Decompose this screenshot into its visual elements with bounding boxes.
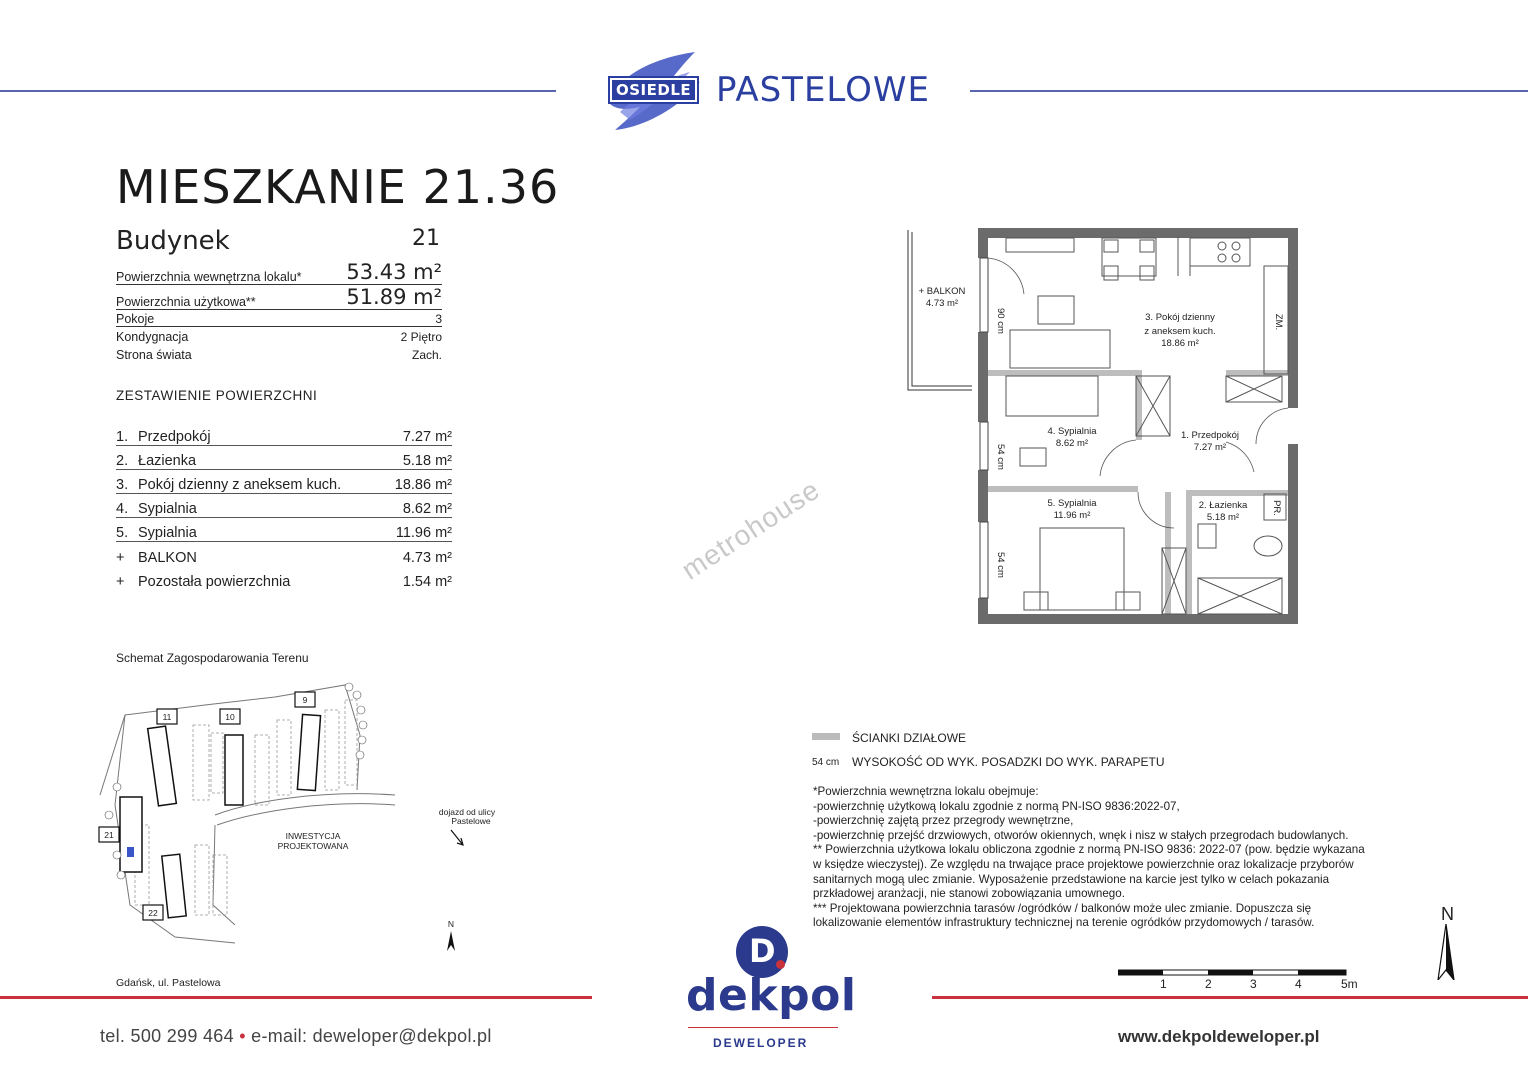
scale-label: 5m: [1341, 977, 1358, 991]
summary-title: ZESTAWIENIE POWIERZCHNI: [116, 388, 318, 403]
brand-badge: OSIEDLE: [610, 78, 697, 102]
scale-label: 1: [1160, 977, 1167, 991]
site-access-line: Pastelowe: [451, 816, 491, 826]
footer-rule-right: [932, 996, 1528, 999]
room-num: +: [116, 574, 125, 590]
spec-label: Kondygnacja: [116, 330, 189, 344]
plan-area-room3: 18.86 m²: [1161, 338, 1199, 349]
site-plan-label: Schemat Zagospodarowania Terenu: [116, 651, 309, 665]
watermark: metrohouse: [676, 473, 826, 586]
spec-label: Strona świata: [116, 348, 192, 362]
note-line: ** Powierzchnia użytkowa lokalu obliczona zgodnie z normą PN-ISO 9836: 2022-07 (pow. będzie wykazana: [813, 843, 1365, 857]
room-area: 1.54 m²: [402, 574, 452, 590]
room-row: [116, 470, 452, 494]
dekpol-sub: DEWELOPER: [713, 1036, 809, 1050]
north-label: N: [1441, 904, 1454, 924]
brand-logo: [600, 52, 960, 132]
header-rule-left: [0, 90, 556, 92]
plan-label-room5: 5. Sypialnia: [1047, 498, 1097, 509]
plan-sill-label: 54 cm: [995, 444, 1006, 470]
legend-sill-mark: 54 cm: [812, 757, 840, 768]
spec-value: 2 Piętro: [400, 330, 442, 344]
spec-row: [116, 346, 442, 362]
notes-block: [813, 785, 1433, 931]
note-line: sanitarnych mogą ulec zmianie. Wyposażenie przedstawione na karcie jest tylko w celach pokazania: [813, 872, 1330, 886]
room-name: Łazienka: [138, 453, 197, 469]
room-name: Pokój dzienny z aneksem kuch.: [138, 477, 342, 493]
note-line: *Powierzchnia wewnętrzna lokalu obejmuje:: [813, 785, 1039, 798]
plan-area-room4: 8.62 m²: [1055, 438, 1089, 449]
site-building-label: 11: [162, 712, 172, 722]
room-area: 18.86 m²: [394, 477, 452, 493]
room-row: [116, 518, 452, 542]
site-investment-line: PROJEKTOWANA: [277, 841, 349, 851]
spec-row: [116, 258, 442, 285]
spec-label: Powierzchnia wewnętrzna lokalu*: [116, 270, 302, 284]
dekpol-logo-letter: D: [749, 932, 776, 970]
site-highlight: [127, 847, 134, 857]
note-line: lokalizowanie elementów infrastruktury technicznej na terenie ogródków przydomowych / tarasów.: [813, 916, 1315, 930]
building-value: 21: [412, 226, 440, 251]
note-line: -powierzchnię zajętą przez przegrody wewnętrzne,: [813, 814, 1074, 828]
scale-label: 4: [1295, 977, 1302, 991]
header-rule-right: [970, 90, 1528, 92]
contact-info: [100, 1026, 492, 1047]
room-name: BALKON: [138, 550, 197, 566]
room-name: Przedpokój: [138, 429, 211, 445]
north-arrow: [1436, 924, 1456, 980]
site-building-label: 10: [225, 712, 235, 722]
contact-phone: tel. 500 299 464: [100, 1026, 234, 1046]
dekpol-underline: [688, 1027, 838, 1028]
floor-plan: [900, 222, 1310, 634]
contact-email[interactable]: e-mail: deweloper@dekpol.pl: [251, 1026, 492, 1046]
legend-walls: ŚCIANKI DZIAŁOWE: [852, 731, 967, 745]
spec-value: 53.43 m²: [346, 260, 442, 284]
access-arrow: [451, 830, 463, 845]
plan-label-room2: 2. Łazienka: [1198, 500, 1248, 511]
plan-label-room1: 1. Przedpokój: [1180, 430, 1240, 441]
plan-area-room5: 11.96 m²: [1053, 510, 1091, 521]
spec-label: Pokoje: [116, 312, 155, 326]
plan-area-balcony: 4.73 m²: [925, 298, 959, 309]
room-name: Sypialnia: [138, 501, 197, 517]
room-area: 11.96 m²: [395, 525, 452, 541]
room-num: 3.: [116, 477, 129, 493]
footer-rule-left: [0, 996, 592, 999]
room-row: [116, 543, 452, 566]
plan-tag-pr: PR.: [1271, 500, 1282, 516]
note-line: w księdze wieczystej). Ze względu na trwające prace projektowe powierzchnie oraz lokalizacje przyborów: [813, 857, 1354, 871]
note-line: -powierzchnię przejść drzwiowych, otworów okiennych, wnęk i nisz w stałych przegrodach budowlanych.: [813, 828, 1349, 842]
building-label: Budynek: [116, 226, 230, 256]
plan-tag-zm: ZM.: [1273, 313, 1284, 331]
spec-value: 3: [435, 312, 442, 326]
room-name: Sypialnia: [138, 525, 197, 541]
room-row: [116, 446, 452, 470]
site-access-line: dojazd od ulicy: [438, 807, 496, 817]
room-num: 5.: [116, 525, 129, 541]
plan-sill-label: 54 cm: [995, 552, 1006, 578]
spec-value: Zach.: [411, 348, 442, 362]
scale-label: 2: [1205, 977, 1212, 991]
plan-label-room3: 3. Pokój dzienny: [1145, 312, 1215, 323]
room-row: [116, 567, 452, 590]
spec-value: 51.89 m²: [346, 285, 442, 309]
scale-bar: [1118, 968, 1350, 978]
room-row: [116, 494, 452, 518]
room-num: 2.: [116, 453, 129, 469]
legend-sill: WYSOKOŚĆ OD WYK. POSADZKI DO WYK. PARAPETU: [852, 755, 1165, 769]
room-num: +: [116, 550, 125, 566]
site-building-label: 21: [104, 830, 114, 840]
note-line: -powierzchnię użytkową lokalu zgodnie z normą PN-ISO 9836:2022-07,: [813, 799, 1180, 813]
spec-row: [116, 328, 442, 344]
room-area: 5.18 m²: [402, 453, 452, 469]
scale-label: 3: [1250, 977, 1257, 991]
room-row: [116, 422, 452, 446]
room-num: 4.: [116, 501, 129, 517]
site-investment-line: INWESTYCJA: [285, 831, 341, 841]
site-building-label: 22: [148, 908, 158, 918]
plan-area-room2: 5.18 m²: [1206, 512, 1240, 523]
plan-label-room4: 4. Sypialnia: [1047, 426, 1097, 437]
website-link[interactable]: www.dekpoldeweloper.pl: [1118, 1027, 1320, 1046]
dekpol-logo-dot: [776, 960, 785, 969]
plan-sub-room3: z aneksem kuch.: [1144, 326, 1216, 337]
page-title: MIESZKANIE 21.36: [116, 160, 560, 214]
note-line: *** Projektowana powierzchnia tarasów /ogródków / balkonów może ulec zmianie. Dopuszcza się: [813, 901, 1312, 915]
room-name: Pozostała powierzchnia: [138, 574, 291, 590]
room-area: 4.73 m²: [402, 550, 452, 566]
spec-label: Powierzchnia użytkowa**: [116, 295, 256, 309]
site-north-arrow: [447, 931, 455, 951]
site-plan: [95, 675, 515, 955]
room-area: 8.62 m²: [402, 501, 452, 517]
brand-name: PASTELOWE: [716, 70, 931, 110]
plan-sill-label: 90 cm: [995, 308, 1006, 334]
room-area: 7.27 m²: [402, 429, 452, 445]
site-city: Gdańsk, ul. Pastelowa: [116, 977, 221, 989]
plan-area-room1: 7.27 m²: [1193, 442, 1227, 453]
spec-row: [116, 310, 442, 327]
note-line: przkładowej aranżacji, nie stanowi zobowiązania umownego.: [813, 887, 1125, 901]
site-north-label: N: [447, 919, 455, 929]
dekpol-name: dekpol: [686, 970, 857, 1021]
legend-wall-swatch: [812, 733, 840, 740]
contact-separator: •: [239, 1026, 246, 1046]
room-num: 1.: [116, 429, 129, 445]
site-building-label: 9: [302, 695, 308, 705]
spec-row: [116, 284, 442, 310]
plan-label-balcony: + BALKON: [918, 286, 966, 297]
